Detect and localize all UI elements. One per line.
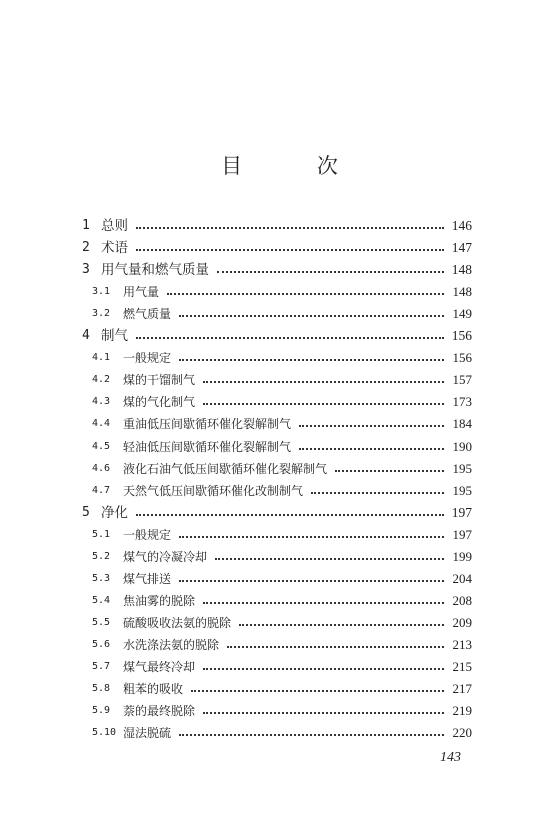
toc-leader-dots [311,486,444,494]
toc-entry-page: 156 [451,328,472,343]
toc-entry-title: 水洗涤法氨的脱除 [123,638,220,652]
toc-entry-page: 146 [451,218,472,233]
toc-entry-number: 4.5 [92,441,111,452]
toc-entry-page: 197 [451,505,472,520]
toc-entry-page: 148 [452,284,472,299]
toc-entry-page: 195 [452,461,472,476]
toc-leader-dots [227,640,444,648]
toc-entry-title: 液化石油气低压间歇循环催化裂解制气 [123,462,328,476]
toc-leader-dots [239,618,444,626]
toc-entry-number: 1 [82,218,90,233]
toc-entry-number: 3.1 [92,286,111,297]
toc-entry-page: 148 [451,262,472,277]
toc-leader-dots [136,508,444,516]
toc-entry-title: 萘的最终脱除 [123,704,196,718]
toc-entry-number: 5.5 [92,617,111,628]
toc-leader-dots [191,684,444,692]
toc-entry[interactable] [0,547,559,567]
toc-entry-page: 173 [452,394,472,409]
toc-entry[interactable] [0,260,559,280]
toc-entry[interactable] [0,437,559,457]
toc-entry-number: 4.3 [92,396,111,407]
toc-entry-number: 5.2 [92,551,111,562]
toc-entry-number: 5.4 [92,595,111,606]
toc-entry-number: 5.9 [92,705,111,716]
toc-entry-number: 3.2 [92,308,111,319]
toc-entry-page: 219 [452,703,472,718]
toc-entry-number: 4.6 [92,463,111,474]
toc-entry[interactable] [0,414,559,434]
toc-entry[interactable] [0,635,559,655]
toc-entry-title: 燃气质量 [123,307,172,321]
toc-entry[interactable] [0,282,559,302]
toc-entry-page: 209 [452,615,472,630]
toc-entry[interactable] [0,348,559,368]
toc-leader-dots [215,552,444,560]
toc-entry-title: 煤气排送 [123,572,172,586]
toc-entry-number: 5.8 [92,683,111,694]
toc-entry-title: 重油低压间歇循环催化裂解制气 [123,417,292,431]
toc-entry[interactable] [0,481,559,501]
toc-entry[interactable] [0,701,559,721]
toc-leader-dots [136,221,444,229]
toc-entry[interactable] [0,216,559,236]
toc-leader-dots [217,265,444,273]
toc-entry-title: 硫酸吸收法氨的脱除 [123,616,232,630]
toc-entry-title: 轻油低压间歇循环催化裂解制气 [123,440,292,454]
toc-entry-number: 4.2 [92,374,111,385]
toc-leader-dots [136,331,444,339]
toc-entry-page: 195 [452,483,472,498]
toc-entry[interactable] [0,459,559,479]
toc-entry[interactable] [0,392,559,412]
toc-entry-title: 制气 [101,328,128,344]
toc-entry-title: 一般规定 [123,351,172,365]
toc-entry-page: 157 [452,372,472,387]
toc-leader-dots [179,309,444,317]
toc-entry-page: 213 [452,637,472,652]
toc-entry-title: 净化 [101,505,128,521]
toc-entry-title: 湿法脱硫 [123,726,172,740]
toc-entry-number: 4 [82,328,90,343]
toc-entry-number: 5.1 [92,529,111,540]
toc-entry-title: 术语 [101,240,128,256]
toc-entry[interactable] [0,503,559,523]
toc-entry-title: 煤气的冷凝冷却 [123,550,208,564]
toc-entry-page: 208 [452,593,472,608]
toc-entry-title: 一般规定 [123,528,172,542]
toc-entry[interactable] [0,326,559,346]
toc-entry-number: 5.10 [92,727,117,738]
toc-entry-title: 粗苯的吸收 [123,682,184,696]
toc-entry-number: 4.1 [92,352,111,363]
toc-leader-dots [179,574,444,582]
toc-entry-title: 用气量 [123,285,160,299]
toc-entry-number: 2 [82,240,90,255]
toc-entry-number: 5.6 [92,639,111,650]
toc-entry-number: 4.7 [92,485,111,496]
toc-entry-title: 总则 [101,218,128,234]
toc-leader-dots [203,596,444,604]
toc-entry-number: 4.4 [92,418,111,429]
toc-entry-title: 用气量和燃气质量 [101,262,209,278]
toc-entry-page: 156 [452,350,472,365]
toc-entry-page: 220 [452,725,472,740]
toc-entry-number: 5.7 [92,661,111,672]
toc-entry-page: 204 [452,571,472,586]
toc-leader-dots [167,287,444,295]
page-number: 143 [440,750,461,765]
toc-entry[interactable] [0,370,559,390]
toc-entry-number: 5.3 [92,573,111,584]
toc-entry-page: 215 [452,659,472,674]
toc-leader-dots [299,419,444,427]
toc-entry[interactable] [0,657,559,677]
toc-entry-page: 147 [451,240,472,255]
toc-entry-title: 煤的干馏制气 [123,373,196,387]
toc-entry-title: 煤气最终冷却 [123,660,196,674]
toc-entry-title: 天然气低压间歇循环催化改制制气 [123,484,304,498]
toc-entry[interactable] [0,723,559,743]
toc-leader-dots [179,353,444,361]
toc-leader-dots [179,728,444,736]
toc-leader-dots [203,375,444,383]
toc-entry[interactable] [0,679,559,699]
toc-leader-dots [335,464,444,472]
toc-entry-page: 149 [452,306,472,321]
toc-entry[interactable] [0,525,559,545]
toc-leader-dots [203,397,444,405]
toc-entry[interactable] [0,304,559,324]
toc-leader-dots [203,662,444,670]
toc-entry[interactable] [0,613,559,633]
toc-entry[interactable] [0,238,559,258]
toc-leader-dots [299,442,444,450]
toc-entry-number: 5 [82,505,90,520]
toc-entry-page: 199 [452,549,472,564]
toc-entry-page: 197 [452,527,472,542]
toc-entry[interactable] [0,591,559,611]
toc-entry-page: 190 [452,439,472,454]
toc-entry-number: 3 [82,262,90,277]
toc-entry-page: 184 [452,416,472,431]
toc-entry-page: 217 [452,681,472,696]
toc-leader-dots [136,243,444,251]
toc-leader-dots [203,706,444,714]
toc-entry-title: 焦油雾的脱除 [123,594,196,608]
toc-entry-title: 煤的气化制气 [123,395,196,409]
page-title: 目 次 [221,154,372,178]
toc-entry[interactable] [0,569,559,589]
toc-leader-dots [179,530,444,538]
